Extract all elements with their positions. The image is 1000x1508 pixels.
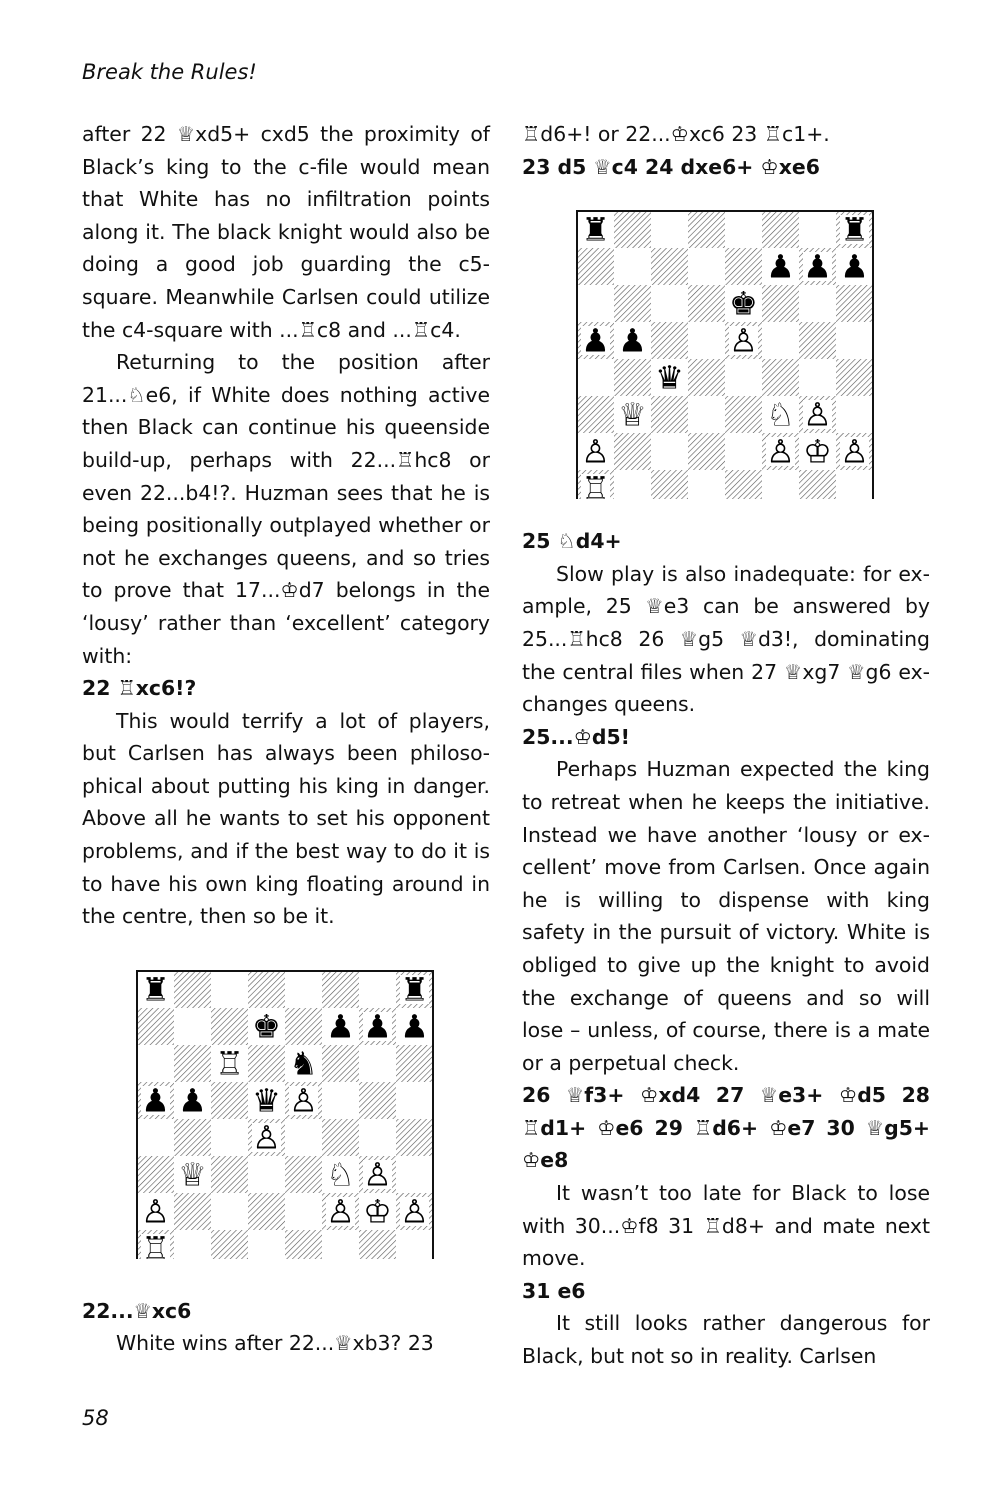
move-line: 25 ♘d4+ [522,529,622,554]
board-square [211,1008,248,1045]
board-square [688,433,725,470]
chess-piece-black: ♟ [581,321,610,360]
chess-piece-white: ♙ [289,1081,318,1120]
diagram-after-24-wrapper [522,209,930,499]
move-line: 26 ♕f3+ ♔xd4 27 ♕e3+ ♔d5 28 ♖d1+ ♔e6 29 ♖d6+ ♔e7 30 ♕g5+ ♔e8 [522,1083,930,1173]
board-square [614,359,651,396]
chess-piece-white: ♙ [581,432,610,471]
chess-diagram-after-move-22 [135,969,437,1259]
board-square [359,1230,396,1259]
board-square [688,396,725,433]
board-square [651,211,688,248]
board-square [137,1119,174,1156]
board-square [762,285,799,322]
move-line: 23 d5 ♕c4 24 dxe6+ ♔xe6 [522,154,820,179]
chess-piece-black: ♟ [326,1007,355,1046]
board-square [248,1193,285,1230]
board-square [211,1156,248,1193]
move-line: 22 ♖xc6!? [82,676,197,701]
board-square [799,470,836,499]
move-line: 31 e6 [522,1278,586,1303]
board-square [248,971,285,1008]
board-square [396,1119,433,1156]
board-square [651,248,688,285]
left-text-block [82,118,490,933]
board-square [836,396,873,433]
board-square [248,1045,285,1082]
board-square [396,1230,433,1259]
paragraph: after 22 ♕xd5+ cxd5 the proximity of Black’s king to the c-file would mean that White has no infiltration points along it. The black knight would also be doing a good job guarding the c5-square. Meanwhile Carlsen could utilize the c4-square with ...♖c8 and ...♖c4. [82,122,490,342]
chess-piece-white: ♙ [252,1118,281,1157]
board-square [651,322,688,359]
board-square [762,470,799,499]
board-square [174,971,211,1008]
board-square [359,971,396,1008]
board-square [285,1156,322,1193]
chess-piece-white: ♙ [141,1192,170,1231]
chess-piece-white: ♘ [766,395,795,434]
paragraph: Slow play is also inadequate: for example, 25 ♕e3 can be answered by 25...♖hc8 26 ♕g5 ♕d3!, dominating the central files when 27 ♕xg7 ♕g6 exchanges queens. [522,561,930,717]
board-square [725,433,762,470]
board-square [211,1193,248,1230]
board-square [285,1193,322,1230]
board-square [577,248,614,285]
chess-piece-white: ♙ [803,395,832,434]
chess-piece-white: ♙ [400,1192,429,1231]
chess-piece-black: ♟ [840,247,869,286]
board-square [799,359,836,396]
board-square [285,1230,322,1259]
chess-piece-white: ♙ [766,432,795,471]
move-line: 22...♕xc6 [82,1298,192,1323]
board-square [174,1230,211,1259]
board-square [762,322,799,359]
left-column [82,118,490,1360]
chess-piece-white: ♘ [326,1155,355,1194]
board-square [359,1045,396,1082]
board-square [725,211,762,248]
board-square [396,1156,433,1193]
chess-piece-white: ♙ [729,321,758,360]
running-head: Break the Rules! [82,60,257,84]
chess-piece-white: ♖ [581,469,610,500]
board-square [248,1156,285,1193]
chess-piece-black: ♟ [400,1007,429,1046]
board-square [137,1008,174,1045]
board-square [651,285,688,322]
board-square [174,1119,211,1156]
board-square [285,1008,322,1045]
board-square [322,1119,359,1156]
board-square [799,211,836,248]
board-square [725,396,762,433]
board-square [614,433,651,470]
board-square [285,1119,322,1156]
board-square [285,971,322,1008]
board-square [688,211,725,248]
board-square [577,396,614,433]
board-square [174,1045,211,1082]
paragraph: White wins after 22...♕xb3? 23 [116,1331,434,1356]
board-square [799,322,836,359]
board-square [248,1230,285,1259]
board-square [614,470,651,499]
chess-piece-black: ♟ [363,1007,392,1046]
board-square [359,1082,396,1119]
chess-piece-white: ♙ [363,1155,392,1194]
chess-piece-black: ♜ [400,970,429,1009]
move-line: 25...♔d5! [522,724,630,749]
chess-piece-white: ♔ [363,1192,392,1231]
right-text-block-continued [522,525,930,1372]
board-square [688,248,725,285]
chess-piece-black: ♟ [178,1081,207,1120]
board-square [762,211,799,248]
diagram-after-22-wrapper [82,969,490,1259]
chess-piece-white: ♕ [618,395,647,434]
board-square [762,359,799,396]
board-square [322,1045,359,1082]
board-square [211,1082,248,1119]
chess-piece-black: ♜ [141,970,170,1009]
paragraph: This would terrify a lot of players, but Carlsen has always been philosophical about putting his king in danger. Above all he wants to set his opponent problems, and if the best way to do it is to have his own king floating around in the centre, then so be it. [82,708,490,929]
board-square [836,470,873,499]
board-square [174,1008,211,1045]
board-square [396,1082,433,1119]
board-square [725,248,762,285]
board-square [359,1119,396,1156]
chess-piece-white: ♕ [178,1155,207,1194]
chess-piece-black: ♚ [252,1007,281,1046]
right-column [522,118,930,1373]
board-square [614,211,651,248]
board-square [614,248,651,285]
chess-piece-white: ♖ [215,1044,244,1083]
board-square [211,1230,248,1259]
board-square [836,359,873,396]
paragraph: It still looks rather dangerous for Black, but not so in reality. Carlsen [522,1311,930,1369]
chess-piece-black: ♛ [655,358,684,397]
board-square [725,470,762,499]
chess-diagram-after-move-24 [575,209,877,499]
board-square [322,1082,359,1119]
right-text-block [522,118,930,183]
board-square [688,359,725,396]
board-square [688,322,725,359]
board-square [688,285,725,322]
left-text-block-continued [82,1295,490,1360]
board-square [396,1045,433,1082]
board-square [614,285,651,322]
board-square [651,433,688,470]
chess-piece-white: ♖ [141,1229,170,1259]
board-square [725,359,762,396]
paragraph: Perhaps Huzman expected the king to retreat when he keeps the initiative. Instead we have another ‘lousy or excellent’ move from Carlsen. Once again he is willing to dispense with king safety in the pursuit of victory. White is obliged to give up the knight to avoid the exchange of queens and so will lose – unless, of course, there is a mate or a perpetual check. [522,757,930,1075]
board-square [799,285,836,322]
chess-piece-black: ♟ [618,321,647,360]
chess-piece-black: ♜ [840,210,869,249]
board-square [836,322,873,359]
board-square [137,1156,174,1193]
chess-piece-black: ♚ [729,284,758,323]
chess-piece-black: ♞ [289,1044,318,1083]
board-square [322,971,359,1008]
board-square [211,1119,248,1156]
chess-piece-white: ♙ [326,1192,355,1231]
chess-piece-white: ♙ [840,432,869,471]
board-square [836,285,873,322]
board-square [577,285,614,322]
chess-piece-black: ♛ [252,1081,281,1120]
board-square [651,470,688,499]
chess-piece-black: ♟ [766,247,795,286]
chess-piece-black: ♟ [141,1081,170,1120]
board-square [137,1045,174,1082]
paragraph: ♖d6+! or 22...♔xc6 23 ♖c1+. [522,122,830,146]
board-square [211,971,248,1008]
paragraph: Returning to the position after 21...♘e6, if White does nothing active then Black can continue his queenside build-up, perhaps with 22...♖hc8 or even 22...b4!?. Huzman sees that he is being positionally outplayed whether or not he exchanges queens, and so tries to prove that 17...♔d7 belongs in the ‘lousy’ rather than ‘excellent’ category with: [82,350,490,668]
board-square [174,1193,211,1230]
board-square [651,396,688,433]
board-square [577,359,614,396]
page-number: 58 [82,1406,109,1430]
chess-piece-black: ♜ [581,210,610,249]
board-square [322,1230,359,1259]
chess-piece-white: ♔ [803,432,832,471]
board-square [688,470,725,499]
chess-piece-black: ♟ [803,247,832,286]
paragraph: It wasn’t too late for Black to lose with 30...♔f8 31 ♖d8+ and mate next move. [522,1181,930,1271]
